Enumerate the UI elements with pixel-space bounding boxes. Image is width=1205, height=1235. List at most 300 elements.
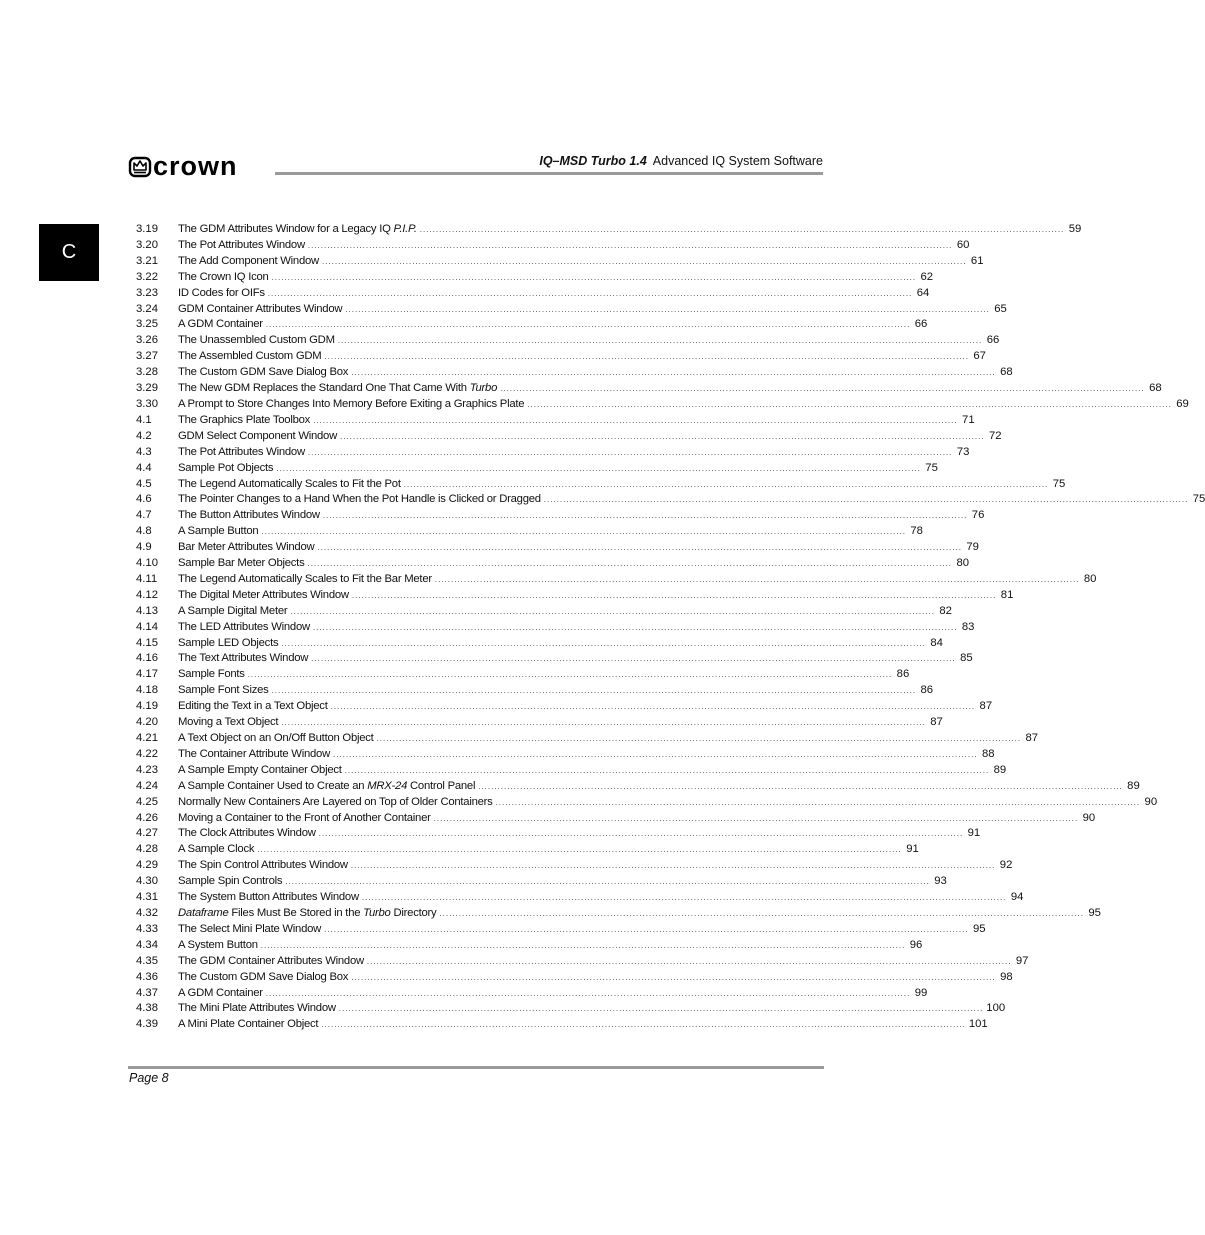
toc-page-number: 65 (994, 302, 1007, 315)
toc-figure-title (178, 1017, 318, 1033)
toc-leader-dots: ........................................................................................................................................................................................................ (321, 256, 967, 266)
toc-leader-dots: ........................................................................................................................................................................................................ (265, 320, 911, 330)
toc-row (136, 922, 986, 938)
toc-figure-title (178, 620, 310, 636)
toc-page-number: 90 (1082, 811, 1096, 824)
toc-figure-number: 4.13 (136, 604, 158, 617)
toc-row (136, 1001, 1006, 1017)
toc-figure-title (178, 429, 337, 445)
header-product: IQ–MSD Turbo 1.4 (539, 154, 647, 168)
toc-figure-title (178, 938, 258, 954)
toc-title-text: Bar Meter Attributes Window (178, 541, 315, 554)
toc-figure-number: 4.24 (136, 779, 158, 792)
toc-leader-dots: ........................................................................................................................................................................................................ (330, 702, 976, 712)
toc-figure-number: 4.2 (136, 429, 152, 442)
toc-figure-number: 4.36 (136, 970, 158, 983)
toc-page-number: 75 (1192, 493, 1205, 506)
toc-figure-title (178, 922, 321, 938)
toc-title-text: The GDM Container Attributes Window (178, 954, 364, 967)
toc-leader-dots: ........................................................................................................................................................................................................ (265, 988, 911, 998)
toc-row (136, 667, 910, 683)
toc-leader-dots: ........................................................................................................................................................................................................ (337, 336, 983, 346)
toc-page-number: 79 (966, 541, 979, 554)
toc-page-number: 72 (988, 429, 1002, 442)
toc-row (136, 413, 975, 429)
toc-figure-number: 4.14 (136, 620, 158, 633)
toc-leader-dots: ........................................................................................................................................................................................................ (351, 368, 996, 378)
toc-page-number: 96 (909, 938, 923, 951)
toc-title-text: The Text Attributes Window (178, 652, 309, 665)
toc-row (136, 763, 1007, 779)
toc-row (136, 572, 1097, 588)
toc-figure-number: 4.8 (136, 525, 152, 538)
toc-row (136, 651, 973, 667)
toc-page-number: 88 (981, 747, 995, 760)
toc-figure-number: 3.24 (136, 302, 158, 315)
toc-row (136, 890, 1024, 906)
toc-row (136, 811, 1096, 827)
toc-title-text: A Prompt to Store Changes Into Memory Before Exiting a Graphics Plate (178, 397, 525, 410)
toc-figure-title (178, 461, 273, 477)
toc-figure-title (178, 524, 258, 540)
toc-figure-title (178, 381, 497, 397)
toc-leader-dots: ........................................................................................................................................................................................................ (439, 908, 1084, 918)
toc-title-text: The GDM Attributes Window for a Legacy IQ (178, 223, 394, 235)
toc-figure-title (178, 667, 245, 683)
toc-figure-number: 4.32 (136, 906, 158, 919)
toc-title-text: The Graphics Plate Toolbox (178, 413, 311, 426)
toc-figure-number: 4.30 (136, 875, 158, 888)
toc-title-text: The Pot Attributes Window (178, 238, 305, 251)
toc-page-number: 80 (956, 557, 970, 570)
toc-figure-title (178, 492, 541, 508)
toc-figure-number: 4.33 (136, 922, 158, 935)
toc-row (136, 954, 1029, 970)
toc-page-number: 89 (993, 763, 1007, 776)
toc-leader-dots: ........................................................................................................................................................................................................ (307, 559, 953, 569)
toc-leader-dots: ........................................................................................................................................................................................................ (338, 1004, 984, 1014)
toc-page-number: 71 (962, 413, 975, 426)
toc-leader-dots: ........................................................................................................................................................................................................ (267, 288, 913, 298)
toc-page-number: 93 (934, 875, 947, 888)
toc-row (136, 540, 979, 556)
toc-title-text: Sample Spin Controls (178, 875, 283, 888)
toc-figure-title (178, 270, 269, 286)
toc-figure-number: 4.10 (136, 557, 158, 570)
toc-figure-number: 4.38 (136, 1002, 158, 1015)
toc-leader-dots: ........................................................................................................................................................................................................ (376, 734, 1022, 743)
toc-figure-number: 4.31 (136, 891, 158, 904)
toc-leader-dots: ........................................................................................................................................................................................................ (317, 543, 962, 553)
toc-figure-number: 3.21 (136, 254, 158, 267)
toc-row (136, 365, 1013, 381)
toc-page-number: 98 (1000, 970, 1013, 983)
header-rule (275, 172, 823, 175)
toc-page-number: 80 (1083, 572, 1097, 585)
toc-row (136, 747, 995, 763)
toc-figure-number: 4.25 (136, 795, 158, 808)
toc-leader-dots: ........................................................................................................................................................................................................ (434, 574, 1080, 584)
toc-row (136, 254, 984, 270)
toc-figure-title (178, 683, 269, 699)
toc-figure-number: 4.3 (136, 445, 152, 458)
toc-row (136, 381, 1162, 397)
toc-title-italic: MRX-24 (367, 779, 408, 792)
toc-page-number: 87 (930, 716, 943, 729)
toc-figure-title (178, 540, 314, 556)
toc-leader-dots: ........................................................................................................................................................................................................ (285, 877, 930, 887)
toc-title-text: The Mini Plate Attributes Window (178, 1002, 336, 1015)
toc-figure-number: 4.20 (136, 716, 158, 729)
toc-leader-dots: ........................................................................................................................................................................................................ (345, 304, 990, 314)
toc-row (136, 858, 1013, 874)
toc-figure-title (178, 477, 401, 493)
logo-wordmark: crown (153, 151, 238, 181)
toc-title-text: Sample Font Sizes (178, 684, 269, 697)
toc-figure-title (178, 556, 304, 572)
toc-row (136, 556, 970, 572)
toc-title-text: The New GDM Replaces the Standard One That Came With (178, 382, 470, 395)
toc-figure-title (178, 890, 359, 906)
header-title (539, 154, 823, 168)
toc-title-text: The Pointer Changes to a Hand When the Pot Handle is Clicked or Dragged (178, 493, 541, 506)
toc-page-number: 94 (1010, 891, 1024, 904)
toc-page-number: 81 (1000, 588, 1014, 601)
toc-row (136, 842, 919, 858)
toc-leader-dots: ........................................................................................................................................................................................................ (247, 670, 893, 680)
toc-row (136, 238, 970, 254)
toc-page-number: 92 (999, 859, 1013, 872)
toc-figure-title (178, 349, 321, 365)
toc-leader-dots: ........................................................................................................................................................................................................ (361, 893, 1007, 903)
toc-title-text: Files Must Be Stored in the (228, 906, 364, 919)
toc-row (136, 445, 970, 461)
toc-row (136, 874, 947, 890)
toc-leader-dots: ........................................................................................................................................................................................................ (290, 606, 935, 616)
toc-page-number: 97 (1015, 954, 1029, 967)
toc-figure-title (178, 572, 432, 588)
toc-title-text: A Sample Empty Container Object (178, 763, 342, 776)
toc-page-number: 73 (956, 445, 970, 458)
toc-page-number: 95 (1088, 906, 1101, 919)
toc-figure-title (178, 238, 305, 254)
toc-title-text: GDM Container Attributes Window (178, 302, 343, 315)
toc-leader-dots: ........................................................................................................................................................................................................ (351, 972, 996, 982)
toc-title-text: The Select Mini Plate Window (178, 922, 322, 935)
toc-page-number: 75 (925, 461, 938, 474)
toc-figure-number: 3.30 (136, 397, 158, 410)
toc-leader-dots: ........................................................................................................................................................................................................ (527, 399, 1172, 409)
toc-title-text: The Digital Meter Attributes Window (178, 588, 349, 601)
toc-row (136, 779, 1140, 795)
toc-leader-dots: ........................................................................................................................................................................................................ (281, 638, 926, 648)
toc-figure-number: 4.5 (136, 477, 152, 490)
toc-row (136, 477, 1066, 493)
toc-figure-number: 4.28 (136, 843, 158, 856)
toc-figure-number: 4.12 (136, 588, 158, 601)
toc-title-italic: Dataframe (178, 906, 229, 919)
toc-figure-number: 4.18 (136, 684, 158, 697)
toc-title-text: The Pot Attributes Window (178, 445, 305, 458)
toc-title-text: A Text Object on an On/Off Button Object (178, 732, 374, 744)
toc-leader-dots: ........................................................................................................................................................................................................ (495, 797, 1141, 807)
toc-row (136, 286, 930, 302)
footer-rule (128, 1066, 824, 1069)
toc-row (136, 492, 1205, 508)
toc-figure-number: 4.7 (136, 509, 152, 522)
toc-leader-dots: ........................................................................................................................................................................................................ (281, 718, 926, 728)
toc-title-text: Editing the Text in a Text Object (178, 700, 328, 713)
toc-figure-number: 3.22 (136, 270, 158, 283)
toc-title-text: GDM Select Component Window (178, 429, 338, 442)
toc-figure-title (178, 731, 374, 747)
toc-figure-title (178, 906, 436, 922)
toc-row (136, 317, 928, 333)
toc-leader-dots: ........................................................................................................................................................................................................ (307, 240, 953, 250)
toc-figure-number: 4.6 (136, 493, 152, 506)
toc-title-text: Sample Fonts (178, 668, 245, 681)
toc-row (136, 1017, 988, 1033)
toc-figure-title (178, 365, 348, 381)
toc-title-text: Directory (390, 906, 437, 919)
toc-leader-dots: ........................................................................................................................................................................................................ (500, 384, 1145, 394)
toc-page-number: 67 (973, 350, 986, 363)
toc-figure-number: 3.27 (136, 350, 158, 363)
toc-leader-dots: ........................................................................................................................................................................................................ (260, 940, 906, 950)
toc-leader-dots: ........................................................................................................................................................................................................ (318, 829, 964, 839)
toc-page-number: 84 (930, 636, 943, 649)
toc-row (136, 333, 1000, 349)
toc-leader-dots: ........................................................................................................................................................................................................ (312, 622, 958, 632)
toc-title-text: Sample Pot Objects (178, 461, 274, 474)
toc-leader-dots: ........................................................................................................................................................................................................ (344, 765, 990, 775)
toc-row (136, 429, 1002, 445)
toc-title-text: Moving a Text Object (178, 716, 279, 729)
toc-figure-title (178, 715, 278, 731)
toc-figure-title (178, 858, 348, 874)
toc-page-number: 61 (970, 254, 984, 267)
toc-page-number: 86 (920, 684, 934, 697)
toc-title-text: Sample LED Objects (178, 636, 279, 649)
toc-page-number: 64 (916, 286, 930, 299)
toc-leader-dots: ........................................................................................................................................................................................................ (271, 686, 917, 696)
toc-leader-dots: ........................................................................................................................................................................................................ (324, 352, 969, 362)
toc-leader-dots: ........................................................................................................................................................................................................ (333, 749, 978, 759)
toc-figure-title (178, 986, 263, 1002)
toc-page-number: 90 (1144, 795, 1158, 808)
toc-figure-title (178, 302, 342, 318)
toc-leader-dots: ........................................................................................................................................................................................................ (350, 861, 996, 871)
toc-page-number: 91 (967, 827, 981, 840)
toc-figure-title (178, 1001, 336, 1017)
toc-leader-dots: ........................................................................................................................................................................................................ (276, 463, 921, 473)
toc-leader-dots: ........................................................................................................................................................................................................ (307, 447, 953, 457)
toc-figure-title (178, 874, 282, 890)
toc-row (136, 508, 985, 524)
toc-figure-title (178, 970, 348, 986)
toc-page-number: 100 (986, 1002, 1006, 1015)
toc-row (136, 715, 943, 731)
toc-row (136, 270, 934, 286)
toc-figure-title (178, 699, 328, 715)
toc-title-text: A Mini Plate Container Object (178, 1018, 319, 1031)
toc-figure-title (178, 779, 475, 795)
toc-title-text: The Legend Automatically Scales to Fit the Bar Meter (178, 572, 432, 585)
toc-figure-title (178, 604, 287, 620)
toc-figure-title (178, 795, 493, 811)
toc-figure-number: 3.19 (136, 223, 158, 235)
toc-figure-title (178, 413, 310, 429)
toc-title-text: Sample Bar Meter Objects (178, 557, 305, 570)
toc-figure-number: 3.20 (136, 238, 158, 251)
toc-figure-title (178, 397, 524, 413)
toc-row (136, 938, 923, 954)
toc-title-text: The Container Attribute Window (178, 747, 330, 760)
toc-figure-number: 4.17 (136, 668, 158, 681)
toc-row (136, 222, 1082, 238)
toc-row (136, 826, 981, 842)
toc-figure-title (178, 222, 417, 238)
toc-page-number: 101 (968, 1018, 988, 1031)
toc-figure-title (178, 254, 319, 270)
toc-figure-title (178, 842, 254, 858)
toc-page-number: 87 (979, 700, 993, 713)
toc-figure-title (178, 763, 342, 779)
toc-figure-number: 4.4 (136, 461, 152, 474)
toc-figure-number: 3.23 (136, 286, 158, 299)
toc-page-number: 89 (1127, 779, 1140, 792)
toc-page-number: 83 (961, 620, 975, 633)
toc-figure-number: 4.19 (136, 700, 158, 713)
toc-leader-dots: ........................................................................................................................................................................................................ (313, 415, 958, 425)
section-tab-label: C (61, 241, 77, 263)
toc-page-number: 85 (960, 652, 973, 665)
toc-leader-dots: ........................................................................................................................................................................................................ (366, 956, 1012, 966)
toc-title-text: The Custom GDM Save Dialog Box (178, 970, 349, 983)
toc-figure-title (178, 636, 278, 652)
toc-page-number: 76 (971, 509, 985, 522)
toc-page-number: 91 (906, 843, 919, 856)
toc-figure-number: 4.15 (136, 636, 158, 649)
toc-title-text: The Spin Control Attributes Window (178, 859, 348, 872)
toc-title-italic: Turbo (469, 382, 498, 395)
toc-title-text: A GDM Container (178, 318, 263, 331)
toc-title-text: The Button Attributes Window (178, 509, 320, 522)
toc-figure-number: 4.27 (136, 827, 158, 840)
toc-page-number: 68 (1149, 382, 1162, 395)
toc-row (136, 461, 938, 477)
toc-figure-title (178, 954, 364, 970)
toc-figure-title (178, 508, 320, 524)
toc-page-number: 60 (956, 238, 970, 251)
toc-title-text: A Sample Clock (178, 843, 255, 856)
toc-page-number: 59 (1068, 223, 1082, 235)
page-number: Page 8 (129, 1071, 169, 1085)
toc-figure-title (178, 588, 349, 604)
toc-leader-dots: ........................................................................................................................................................................................................ (321, 1020, 966, 1030)
toc-title-text: The System Button Attributes Window (178, 891, 359, 904)
toc-title-text: The Unassembled Custom GDM (178, 334, 335, 347)
toc-page-number: 62 (920, 270, 934, 283)
toc-row (136, 588, 1014, 604)
toc-page-number: 68 (1000, 366, 1013, 379)
toc-page-number: 66 (914, 318, 928, 331)
toc-row (136, 604, 952, 620)
toc-leader-dots: ........................................................................................................................................................................................................ (403, 479, 1049, 489)
toc-leader-dots: ........................................................................................................................................................................................................ (271, 272, 917, 282)
toc-title-text: A Sample Button (178, 525, 259, 538)
toc-figure-title (178, 286, 265, 302)
toc-row (136, 620, 975, 636)
toc-row (136, 302, 1007, 318)
toc-title-text: Moving a Container to the Front of Another Container (178, 811, 431, 824)
toc-figure-number: 3.25 (136, 318, 158, 331)
toc-leader-dots: ........................................................................................................................................................................................................ (324, 924, 969, 934)
toc-figure-number: 4.39 (136, 1018, 158, 1031)
toc-figure-number: 4.26 (136, 811, 158, 824)
toc-leader-dots: ........................................................................................................................................................................................................ (322, 511, 968, 521)
toc-leader-dots: ........................................................................................................................................................................................................ (311, 654, 956, 664)
toc-figure-number: 4.11 (136, 572, 158, 585)
toc-row (136, 731, 1039, 747)
toc-page-number: 66 (986, 334, 1000, 347)
toc-page-number: 95 (973, 922, 986, 935)
toc-figure-number: 4.37 (136, 986, 158, 999)
toc-figure-number: 4.16 (136, 652, 158, 665)
toc-title-text: The Custom GDM Save Dialog Box (178, 366, 349, 379)
toc-row (136, 795, 1158, 811)
toc-leader-dots: ........................................................................................................................................................................................................ (433, 813, 1079, 823)
toc-title-text: The Crown IQ Icon (178, 270, 269, 283)
toc-row (136, 699, 993, 715)
toc-row (136, 970, 1013, 986)
section-tab (39, 224, 99, 281)
toc-title-text: The LED Attributes Window (178, 620, 310, 633)
toc-figure-number: 3.26 (136, 334, 158, 347)
toc-title-text: Normally New Containers Are Layered on Top of Older Containers (178, 795, 493, 808)
toc-title-text: The Legend Automatically Scales to Fit the Pot (178, 477, 401, 490)
toc-page-number: 78 (910, 525, 923, 538)
toc-leader-dots: ........................................................................................................................................................................................................ (257, 845, 902, 855)
toc-figure-number: 4.23 (136, 763, 158, 776)
toc-row (136, 397, 1189, 413)
toc-title-text: A GDM Container (178, 986, 263, 999)
toc-leader-dots: ........................................................................................................................................................................................................ (419, 225, 1065, 234)
toc-row (136, 683, 934, 699)
toc-title-italic: P.I.P. (393, 223, 417, 235)
toc-title-text: The Clock Attributes Window (178, 827, 316, 840)
figure-list (136, 222, 1205, 1033)
toc-page-number: 69 (1176, 397, 1189, 410)
toc-row (136, 986, 928, 1002)
toc-figure-title (178, 826, 316, 842)
toc-figure-number: 4.22 (136, 747, 158, 760)
toc-page-number: 75 (1052, 477, 1066, 490)
toc-page-number: 99 (914, 986, 928, 999)
toc-figure-title (178, 317, 263, 333)
toc-row (136, 349, 986, 365)
toc-page-number: 87 (1025, 732, 1039, 744)
toc-figure-number: 4.1 (136, 413, 152, 426)
toc-row (136, 906, 1101, 922)
toc-leader-dots: ........................................................................................................................................................................................................ (543, 495, 1189, 505)
toc-title-text: A Sample Container Used to Create an (178, 779, 368, 792)
toc-figure-number: 4.9 (136, 541, 152, 554)
toc-page-number: 86 (896, 668, 910, 681)
crown-logo (128, 150, 273, 180)
toc-page-number: 82 (939, 604, 952, 617)
toc-title-text: ID Codes for OIFs (178, 286, 265, 299)
